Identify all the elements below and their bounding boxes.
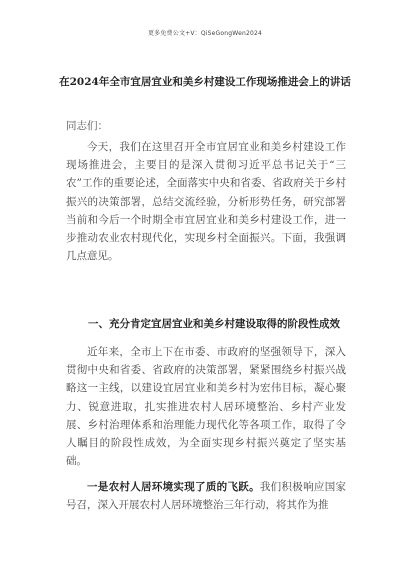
point-1-text: 我们积极响应国家号召，深入开展农村人居环境整治三年行动，将其作为推	[66, 481, 347, 512]
paragraph-achievements: 近年来，全市上下在市委、市政府的坚强领导下，深入贯彻中央和省委、省政府的决策部署，紧紧围绕乡村振兴战略这一主线，以建设宜居宜业和美乡村为宏伟目标，凝心聚力、锐意进取，扎实推进农村人居环境整治、乡村产业发展、乡村治理体系和治理能力现代化等各项工作，取得了令人瞩目的阶段性成效，为全面实现乡村振兴奠定了坚实基础。	[66, 346, 346, 468]
paragraph-intro: 今天，我们在这里召开全市宜居宜业和美乡村建设工作现场推进会，主要目的是深入贯彻习近平总书记关于“三农”工作的重要论述，全面落实中央和省委、省政府关于乡村振兴的决策部署，总结交流经验，分析形势任务，研究部署当前和今后一个时期全市宜居宜业和美乡村建设工作，进一步推动农业农村现代化，实现乡村全面振兴。下面，我强调几点意见。	[66, 141, 346, 263]
document-title: 在2024年全市宜居宜业和美乡村建设工作现场推进会上的讲话	[59, 76, 351, 88]
salutation: 同志们：	[66, 120, 108, 132]
section-heading-1: 一、充分肯定宜居宜业和美乡村建设取得的阶段性成效	[88, 318, 340, 330]
point-1-lead: 一是农村人居环境实现了质的飞跃。	[87, 481, 260, 493]
paragraph-point-1	[66, 478, 346, 514]
header-note: 更多免费公文+V：QiSeGongWen2024	[147, 30, 263, 37]
